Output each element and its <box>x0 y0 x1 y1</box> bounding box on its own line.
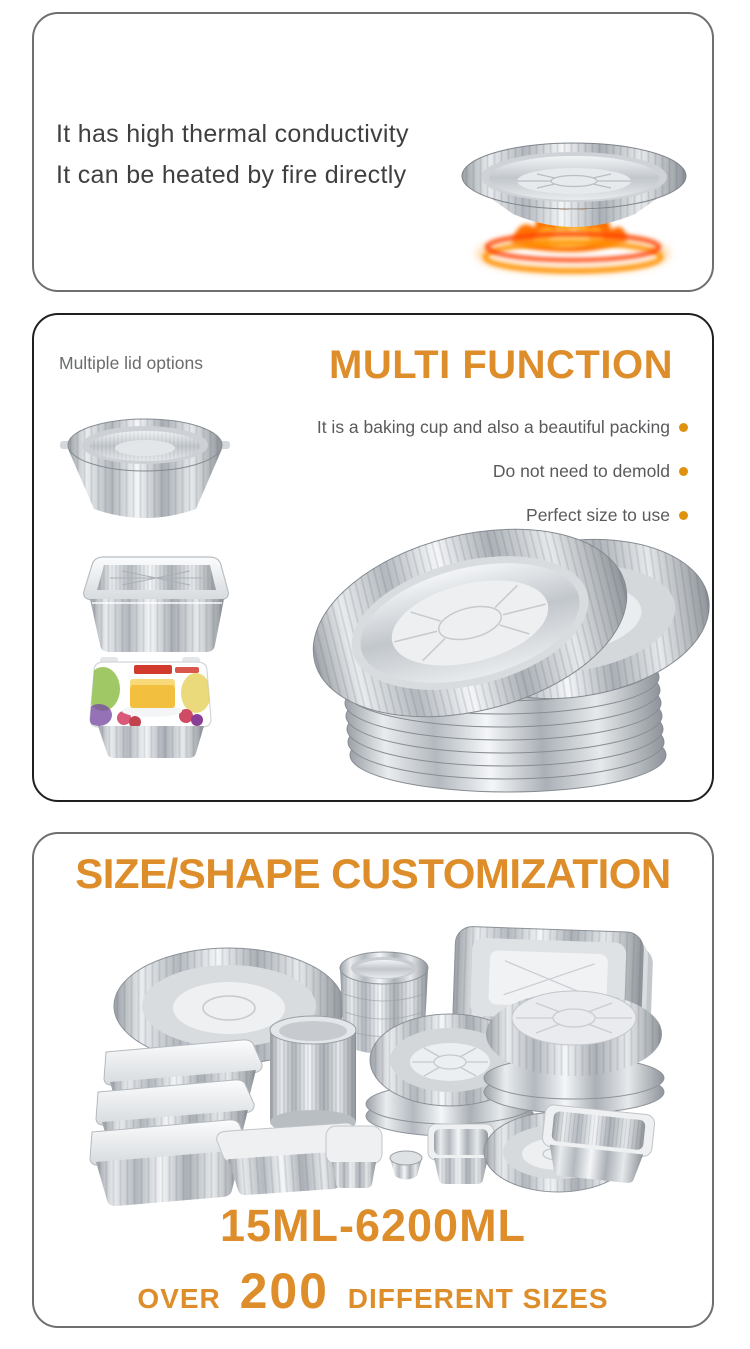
benefit-text: Perfect size to use <box>526 504 670 525</box>
assorted-foil-containers-collage-image <box>84 920 666 1212</box>
foil-pie-pan <box>462 143 686 227</box>
ribbed-cup-column <box>270 1016 356 1134</box>
size-customization-title: SIZE/SHAPE CUSTOMIZATION <box>75 850 671 897</box>
round-foil-bowl-image <box>60 401 230 533</box>
lid-options-label: Multiple lid options <box>59 353 203 373</box>
heat-glow-rings <box>480 234 666 271</box>
sizes-count: 200 <box>239 1263 329 1319</box>
multi-function-card <box>32 313 714 802</box>
stack-of-round-foil-pie-pans-image <box>280 497 714 797</box>
thermal-claim-line2: It can be heated by fire directly <box>56 161 407 189</box>
over-suffix: DIFFERENT SIZES <box>347 1283 609 1314</box>
capacity-range: 15ML-6200ML <box>219 1200 527 1251</box>
mini-round-cup <box>390 1151 422 1180</box>
benefit-text: It is a baking cup and also a beautiful packing <box>316 416 670 437</box>
thermal-claims <box>56 114 409 196</box>
benefit-item <box>317 405 688 449</box>
multi-function-title: MULTI FUNCTION <box>329 343 673 387</box>
bullet-dot <box>679 467 688 476</box>
foil-container-printed-lid-image <box>78 649 224 761</box>
benefit-text: Do not need to demold <box>492 460 670 481</box>
size-shape-customization-card <box>32 832 714 1328</box>
sizes-count-line <box>34 1262 712 1320</box>
foil-pan-over-fire-image <box>449 126 699 281</box>
thermal-claim-line1: It has high thermal conductivity <box>56 120 409 148</box>
thermal-conductivity-card <box>32 12 714 292</box>
over-prefix: OVER <box>137 1283 221 1314</box>
benefit-item <box>317 449 688 493</box>
rect-container-right <box>539 1104 656 1185</box>
bullet-dot <box>679 423 688 432</box>
round-lid-pan-stack <box>484 991 664 1113</box>
